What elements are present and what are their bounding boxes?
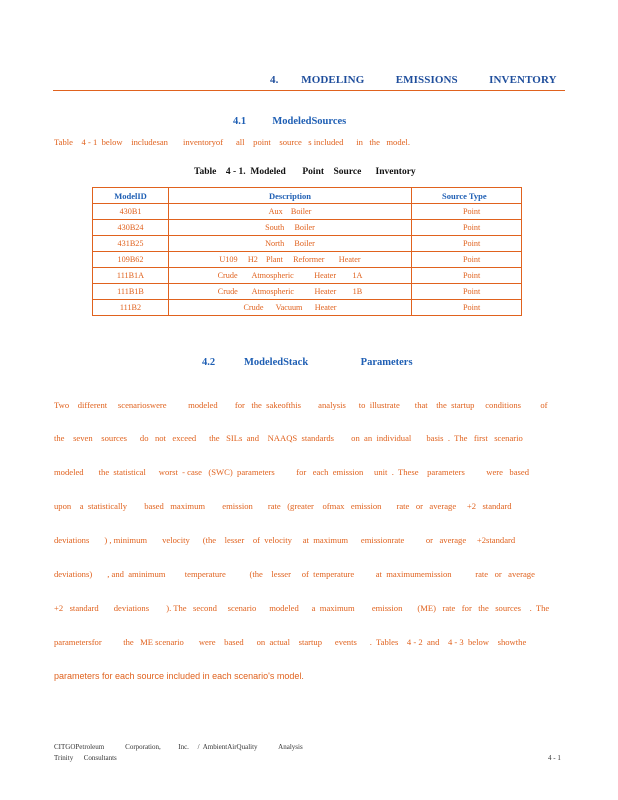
paragraph-line: +2 standard deviations ). The second scenario modeled a maximum emission (ME) rate for the sources . The: [54, 602, 550, 613]
table-row: [93, 268, 522, 284]
table-caption: Table 4 - 1. Modeled Point Source Inventory: [194, 167, 416, 177]
table-row: [93, 284, 522, 300]
cell-description: Aux Boiler: [169, 204, 412, 220]
table-row: [93, 300, 522, 316]
cell-source-type: Point: [412, 204, 522, 220]
cell-model-id: 430B24: [93, 220, 169, 236]
cell-source-type: Point: [412, 220, 522, 236]
cell-model-id: 109B62: [93, 252, 169, 268]
paragraph-line: Two different scenarioswere modeled for the sakeofthis analysis to illustrate that the startup conditions of: [54, 399, 548, 410]
column-header-model-id: ModelID: [93, 188, 169, 204]
table-row: [93, 252, 522, 268]
cell-source-type: Point: [412, 252, 522, 268]
section-heading-4-2: 4.2 ModeledStack Parameters: [202, 357, 413, 368]
cell-model-id: 431B25: [93, 236, 169, 252]
cell-source-type: Point: [412, 268, 522, 284]
footer-consultant: Trinity Consultants: [54, 754, 117, 762]
paragraph-line: parametersfor the ME scenario were based on actual startup events . Tables 4 - 2 and 4 - 3 below showthe: [54, 636, 527, 647]
cell-description: Crude Vacuum Heater: [169, 300, 412, 316]
cell-source-type: Point: [412, 284, 522, 300]
page-number: 4 - 1: [548, 754, 561, 762]
table-header-row: [93, 188, 522, 204]
cell-description: U109 H2 Plant Reformer Heater: [169, 252, 412, 268]
footer-company: CITGOPetroleum Corporation, Inc. / AmbientAirQuality Analysis: [54, 743, 303, 751]
paragraph-line: deviations) , and aminimum temperature (the lesser of temperature at maximumemission rate or average: [54, 569, 535, 580]
cell-description: South Boiler: [169, 220, 412, 236]
column-header-source-type: Source Type: [412, 188, 522, 204]
cell-source-type: Point: [412, 236, 522, 252]
column-header-description: Description: [169, 188, 412, 204]
section-heading-4-1: 4.1 ModeledSources: [233, 116, 347, 127]
point-source-inventory-table: [92, 187, 522, 316]
table-row: [93, 220, 522, 236]
cell-description: Crude Atmospheric Heater 1A: [169, 268, 412, 284]
cell-model-id: 430B1: [93, 204, 169, 220]
cell-model-id: 111B1A: [93, 268, 169, 284]
paragraph-line: deviations ) , minimum velocity (the lesser of velocity at maximum emissionrate or average +2standard: [54, 535, 516, 546]
paragraph-line: modeled the statistical worst - case (SWC) parameters for each emission unit . These parameters were based: [54, 467, 529, 478]
table-row: [93, 204, 522, 220]
cell-model-id: 111B1B: [93, 284, 169, 300]
cell-source-type: Point: [412, 300, 522, 316]
section-4-1-intro: Table 4 - 1 below includesan inventoryof all point source s included in the model.: [54, 137, 410, 147]
table-row: [93, 236, 522, 252]
paragraph-line: upon a statistically based maximum emission rate (greater ofmax emission rate or average +2 standard: [54, 501, 512, 512]
chapter-title: 4. MODELING EMISSIONS INVENTORY: [270, 74, 557, 86]
cell-description: North Boiler: [169, 236, 412, 252]
cell-model-id: 111B2: [93, 300, 169, 316]
paragraph-line: parameters for each source included in each scenario's model.: [54, 670, 304, 681]
paragraph-line: the seven sources do not exceed the SILs and NAAQS standards on an individual basis . The first scenario: [54, 433, 523, 444]
section-4-2-paragraph: [54, 377, 549, 705]
chapter-rule: [53, 90, 565, 91]
cell-description: Crude Atmospheric Heater 1B: [169, 284, 412, 300]
